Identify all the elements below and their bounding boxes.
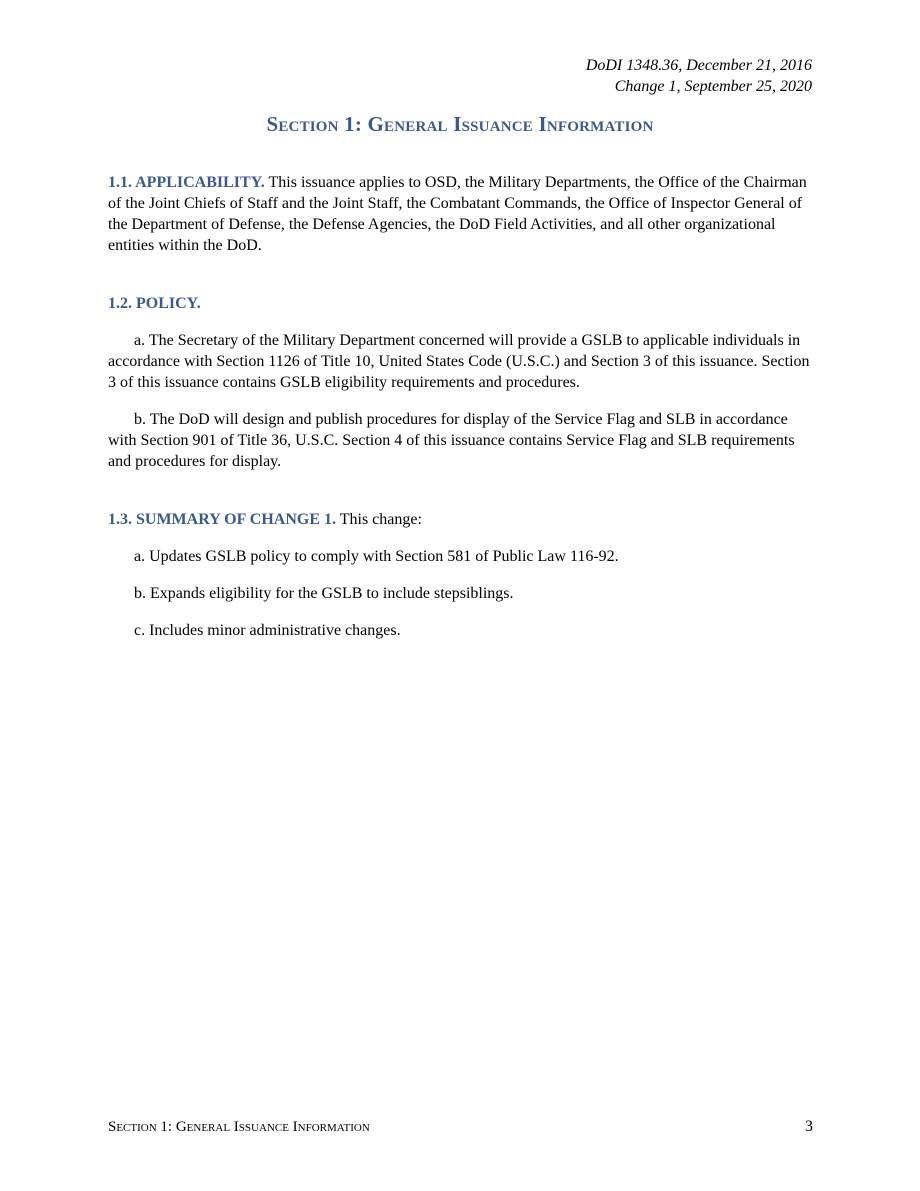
policy-heading: 1.2. POLICY. <box>108 295 201 312</box>
summary-intro-text: This change: <box>336 511 422 528</box>
header-change-date: Change 1, September 25, 2020 <box>614 78 812 95</box>
summary-paragraph <box>108 509 813 530</box>
summary-heading: 1.3. SUMMARY OF CHANGE 1. <box>108 511 337 528</box>
policy-heading-paragraph <box>108 293 813 314</box>
summary-item-c: c. Includes minor administrative changes. <box>134 622 401 639</box>
applicability-text: This issuance applies to OSD, the Military Departments, the Office of the Chairman of the Joint Chiefs of Staff and the Joint Staff, the Combatant Commands, the Office of Inspector General of the Department of Defense, the Defense Agencies, the DoD Field Activities, and all other organizational entities within the DoD. <box>108 174 807 254</box>
policy-item-b: b. The DoD will design and publish procedures for display of the Service Flag and SLB in accordance with Section 901 of Title 36, U.S.C. Section 4 of this issuance contains Service Flag and SLB requirements and procedures for display. <box>108 411 795 470</box>
page-number: 3 <box>805 1118 813 1135</box>
page-footer <box>108 1118 813 1136</box>
policy-item-a: a. The Secretary of the Military Department concerned will provide a GSLB to applicable individuals in accordance with Section 1126 of Title 10, United States Code (U.S.C.) and Section 3 of this issuance. Section 3 of this issuance contains GSLB eligibility requirements and procedures. <box>108 332 810 391</box>
footer-section-title: Section 1: General Issuance Information <box>108 1119 370 1135</box>
summary-item-b: b. Expands eligibility for the GSLB to include stepsiblings. <box>134 585 514 602</box>
summary-item-a: a. Updates GSLB policy to comply with Section 581 of Public Law 116-92. <box>134 548 619 565</box>
header-doc-id: DoDI 1348.36, December 21, 2016 <box>585 57 812 74</box>
section-title: Section 1: General Issuance Information <box>266 112 654 136</box>
applicability-heading: 1.1. APPLICABILITY. <box>108 174 265 191</box>
document-body <box>108 172 813 641</box>
applicability-paragraph <box>108 172 813 256</box>
document-header <box>586 55 812 97</box>
